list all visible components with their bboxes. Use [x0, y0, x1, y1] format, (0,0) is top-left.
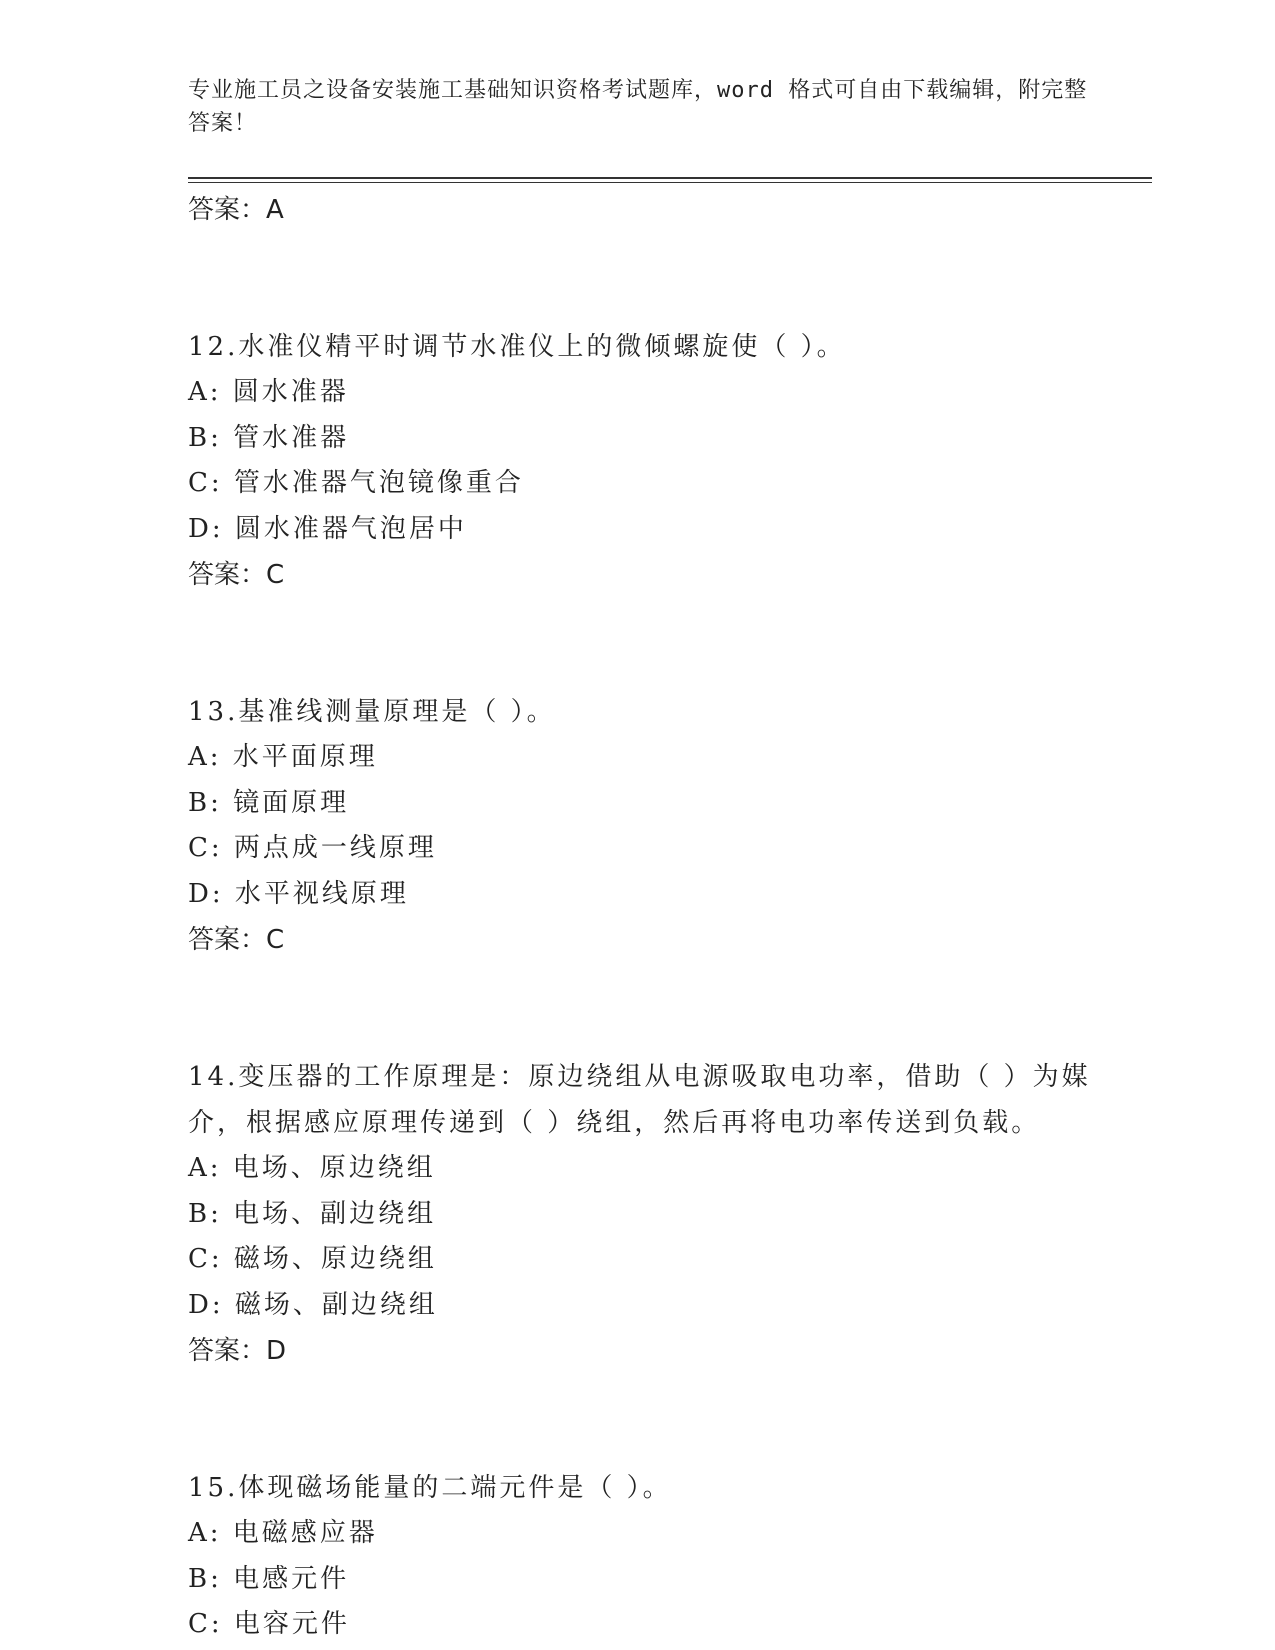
option-d: D: 磁场、副边绕组	[188, 1289, 438, 1320]
option-b: B: 镜面原理	[188, 787, 350, 818]
question-list	[188, 187, 1148, 1648]
answer-line: 答案：A	[188, 195, 284, 225]
option-a: A: 水平面原理	[188, 742, 378, 772]
question-stem: 12.水准仪精平时调节水准仪上的微倾螺旋使（ ）。	[188, 332, 846, 362]
question-stem: 14.变压器的工作原理是：原边绕组从电源吸取电功率，借助（ ）为媒介，根据感应原理传递到（ ）绕组，然后再将电功率传送到负载。	[188, 1062, 1091, 1138]
question-stem: 13.基准线测量原理是（ ）。	[188, 697, 556, 727]
option-b: B: 电场、副边绕组	[188, 1198, 437, 1229]
option-d: D: 水平视线原理	[188, 878, 409, 909]
question-14	[188, 1054, 1148, 1374]
option-a: A: 电磁感应器	[188, 1518, 378, 1548]
option-b: B: 管水准器	[188, 422, 350, 453]
option-c: C: 磁场、原边绕组	[188, 1244, 437, 1274]
option-a: A: 电场、原边绕组	[188, 1153, 436, 1183]
option-b: B: 电感元件	[188, 1563, 350, 1594]
question-stem: 15.体现磁场能量的二端元件是（ ）。	[188, 1473, 672, 1503]
document-header: 专业施工员之设备安装施工基础知识资格考试题库，word 格式可自由下载编辑，附完整答案！	[188, 78, 1088, 136]
question-12	[188, 324, 1148, 598]
answer-line: 答案：D	[188, 1336, 287, 1366]
option-a: A: 圆水准器	[188, 377, 349, 407]
option-d: D: 圆水准器气泡居中	[188, 513, 467, 544]
option-c: C: 电容元件	[188, 1609, 350, 1639]
answer-line: 答案：C	[188, 560, 285, 590]
question-13	[188, 689, 1148, 963]
header-divider-thin	[188, 182, 1152, 183]
header-divider	[188, 177, 1152, 179]
option-c: C: 两点成一线原理	[188, 833, 437, 863]
option-c: C: 管水准器气泡镜像重合	[188, 468, 524, 498]
answer-line: 答案：C	[188, 925, 285, 955]
question-15	[188, 1465, 1148, 1648]
